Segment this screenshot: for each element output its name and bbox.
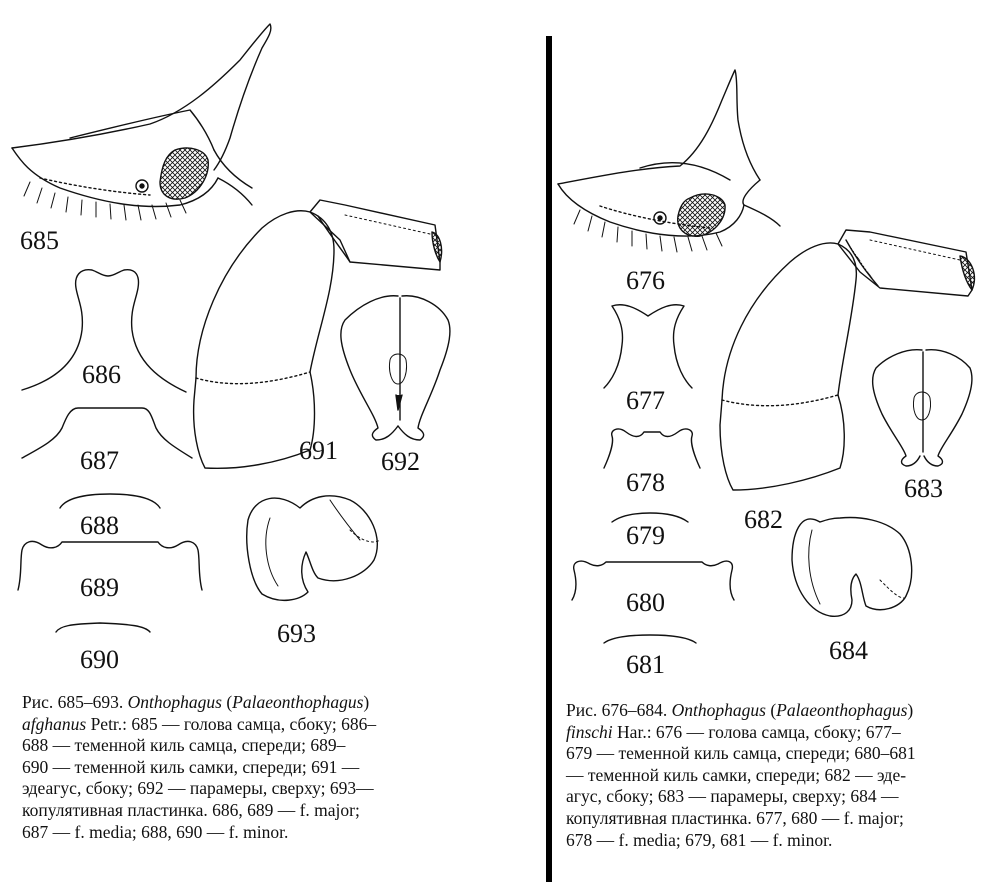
caption-right-line-6: копулятивная пластинка. 677, 680 — f. major; xyxy=(566,807,904,828)
plate-divider xyxy=(546,36,552,882)
drawing-693-copulatory-plate xyxy=(247,496,380,601)
label-693: 693 xyxy=(277,619,316,648)
label-682: 682 xyxy=(744,505,783,534)
caption-left-line-6: копулятивная пластинка. 686, 689 — f. major; xyxy=(22,799,360,820)
drawing-677-carina xyxy=(604,305,692,388)
caption-right-line-2: finschi Har.: 676 — голова самца, сбоку; 677– xyxy=(566,721,901,742)
label-681: 681 xyxy=(626,650,665,679)
label-683: 683 xyxy=(904,474,943,503)
caption-right-line-1: Рис. 676–684. Onthophagus (Palaeonthophagus) xyxy=(566,700,914,720)
caption-left-line-7: 687 — f. media; 688, 690 — f. minor. xyxy=(22,821,289,842)
label-687: 687 xyxy=(80,446,119,475)
drawing-682-aedeagus xyxy=(720,230,974,490)
drawing-691-aedeagus xyxy=(194,200,442,468)
label-691: 691 xyxy=(299,436,338,465)
caption-right-line-5: агус, сбоку; 683 — парамеры, сверху; 684 — xyxy=(566,786,899,807)
caption-right-line-4: — теменной киль самки, спереди; 682 — эде- xyxy=(566,764,907,785)
caption-left-line-5: эдеагус, сбоку; 692 — парамеры, сверху; 693— xyxy=(22,778,374,799)
label-689: 689 xyxy=(80,573,119,602)
label-686: 686 xyxy=(82,360,121,389)
label-677: 677 xyxy=(626,386,665,415)
caption-left-line-3: 688 — теменной киль самца, спереди; 689– xyxy=(22,735,346,756)
drawing-676-head-lateral xyxy=(558,70,780,252)
label-680: 680 xyxy=(626,588,665,617)
label-676: 676 xyxy=(626,266,665,295)
drawing-690-carina xyxy=(56,623,150,632)
drawing-685-head-lateral xyxy=(12,24,271,220)
drawing-678-carina xyxy=(604,429,700,468)
caption-left-line-4: 690 — теменной киль самки, спереди; 691 — xyxy=(22,756,360,777)
label-688: 688 xyxy=(80,511,119,540)
drawing-692-parameres xyxy=(341,296,450,440)
caption-right-line-7: 678 — f. media; 679, 681 — f. minor. xyxy=(566,829,833,850)
caption-right xyxy=(566,700,916,851)
caption-left-line-1: Рис. 685–693. Onthophagus (Palaeonthophagus) xyxy=(22,692,370,712)
label-685: 685 xyxy=(20,226,59,255)
caption-left-line-2: afghanus Petr.: 685 — голова самца, сбоку; 686– xyxy=(22,713,377,734)
drawing-688-carina xyxy=(60,494,160,508)
drawing-681-carina xyxy=(604,635,696,643)
label-684: 684 xyxy=(829,636,868,665)
caption-right-line-3: 679 — теменной киль самца, спереди; 680–681 xyxy=(566,743,916,764)
drawing-684-copulatory-plate xyxy=(792,518,912,617)
label-679: 679 xyxy=(626,521,665,550)
label-692: 692 xyxy=(381,447,420,476)
label-678: 678 xyxy=(626,468,665,497)
label-690: 690 xyxy=(80,645,119,674)
drawing-683-parameres xyxy=(873,350,972,466)
caption-left xyxy=(22,692,376,843)
